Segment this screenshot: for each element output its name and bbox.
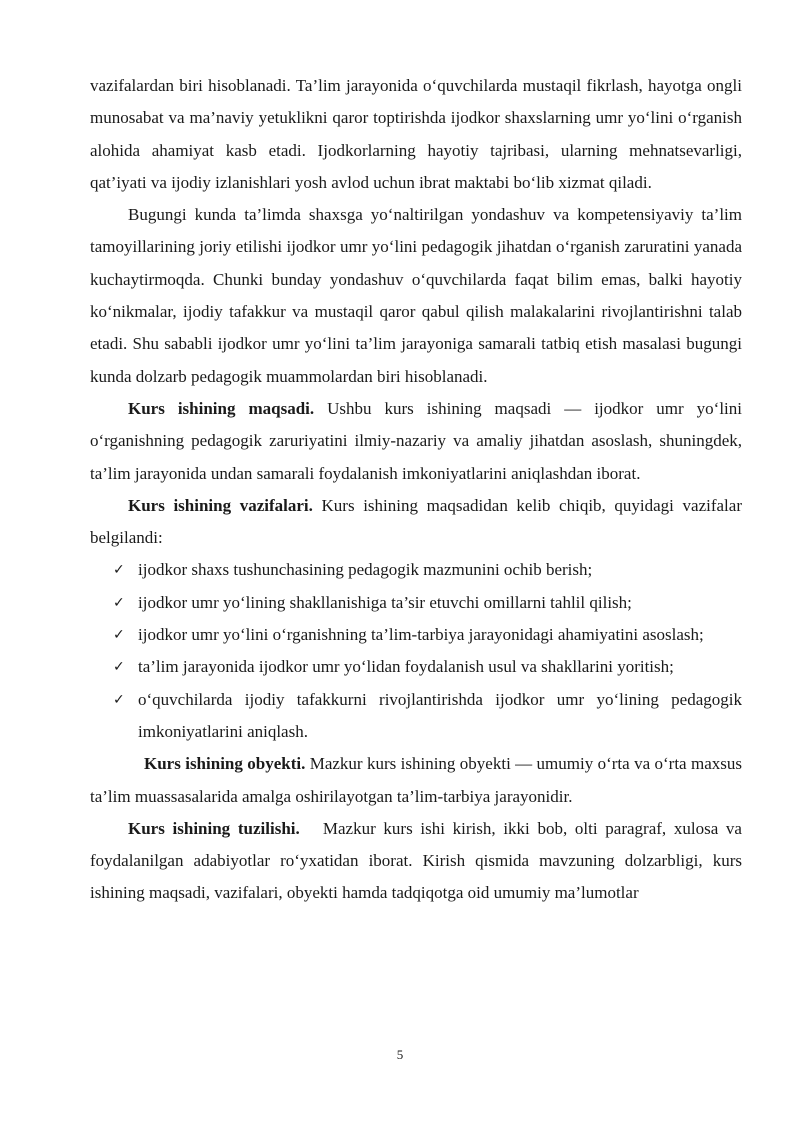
checkmark-icon: ✓ [113,659,125,676]
paragraph-object [90,748,742,813]
checkmark-icon: ✓ [113,627,125,644]
checkmark-icon: ✓ [113,594,125,611]
tasks-intro-text: Kurs ishining maqsadidan kelib chiqib, quyidagi vazifalar belgilandi: [90,495,742,548]
object-heading: Kurs ishining obyekti. [144,754,306,774]
tasks-heading: Kurs ishining vazifalari. [128,495,313,515]
object-text: Mazkur kurs ishining obyekti — umumiy o‘rta va o‘rta maxsus ta’lim muassasalarida amalga oshirilayotgan ta’lim-tarbiya jarayonidir. [90,754,742,806]
checkmark-icon: ✓ [113,562,125,579]
document-page [90,70,747,910]
goal-text: Ushbu kurs ishining maqsadi — ijodkor umr yo‘lini o‘rganishning pedagogik zaruriyatini ilmiy-nazariy va amaliy jihatdan asoslash, shuningdek, ta’lim jarayonida undan samarali foydalanish imkoniyatlarini aniqlashdan iborat. [90,398,742,483]
paragraph-relevance: Bugungi kunda ta’limda shaxsga yo‘naltirilgan yondashuv va kompetensiyaviy ta’lim tamoyillarining joriy etilishi ijodkor umr yo‘lini pedagogik jihatdan o‘rganish zaruratini yanada kuchaytirmoqda. Chunki bunday yondashuv o‘quvchilarda faqat bilim emas, balki hayotiy ko‘nikmalar, ijodiy tafakkur va mustaqil qaror qabul qilish malakalarini rivojlantirishni talab etadi. Shu sababli ijodkor umr yo‘lini ta’lim jarayoniga samarali tatbiq etish masalasi bugungi kunda dolzarb pedagogik muammolardan biri hisoblanadi. [90,205,742,386]
paragraph-goal [90,393,742,490]
list-item: ✓ ijodkor umr yo‘lining shakllanishiga ta’sir etuvchi omillarni tahlil qilish; [90,587,742,619]
paragraph-tasks [90,490,742,555]
checkmark-icon: ✓ [113,691,125,708]
tasks-list [90,554,742,748]
structure-heading: Kurs ishining tuzilishi. [128,818,300,838]
list-item: ✓ ijodkor shaxs tushunchasining pedagogik mazmunini ochib berish; [90,554,742,586]
paragraph-intro-continuation: vazifalardan biri hisoblanadi. Ta’lim jarayonida o‘quvchilarda mustaqil fikrlash, hayotga ongli munosabat va ma’naviy yetuklikni qaror toptirishda ijodkor shaxslarning umr yo‘lini o‘rganish alohida ahamiyat kasb etadi. Ijodkorlarning hayotiy tajribasi, ularning mehnatsevarligi, qat’iyati va ijodiy izlanishlari yosh avlod uchun ibrat maktabi bo‘lib xizmat qiladi. [90,76,742,192]
structure-text: Mazkur kurs ishi kirish, ikki bob, olti paragraf, xulosa va foydalanilgan adabiyotlar ro‘yxatidan iborat. Kirish qismida mavzuning dolzarbligi, kurs ishining maqsadi, vazifalari, obyekti hamda tadqiqotga oid umumiy ma’lumotlar [90,818,747,903]
paragraph-structure [90,813,747,910]
list-item: ✓ ijodkor umr yo‘lini o‘rganishning ta’lim-tarbiya jarayonidagi ahamiyatini asoslash; [90,619,742,651]
list-item: ✓ o‘quvchilarda ijodiy tafakkurni rivojlantirishda ijodkor umr yo‘lining pedagogik imkoniyatlarini aniqlash. [90,684,742,749]
list-item: ✓ ta’lim jarayonida ijodkor umr yo‘lidan foydalanish usul va shakllarini yoritish; [90,651,742,683]
goal-heading: Kurs ishining maqsadi. [128,398,315,418]
page-number: 5 [396,1047,404,1062]
